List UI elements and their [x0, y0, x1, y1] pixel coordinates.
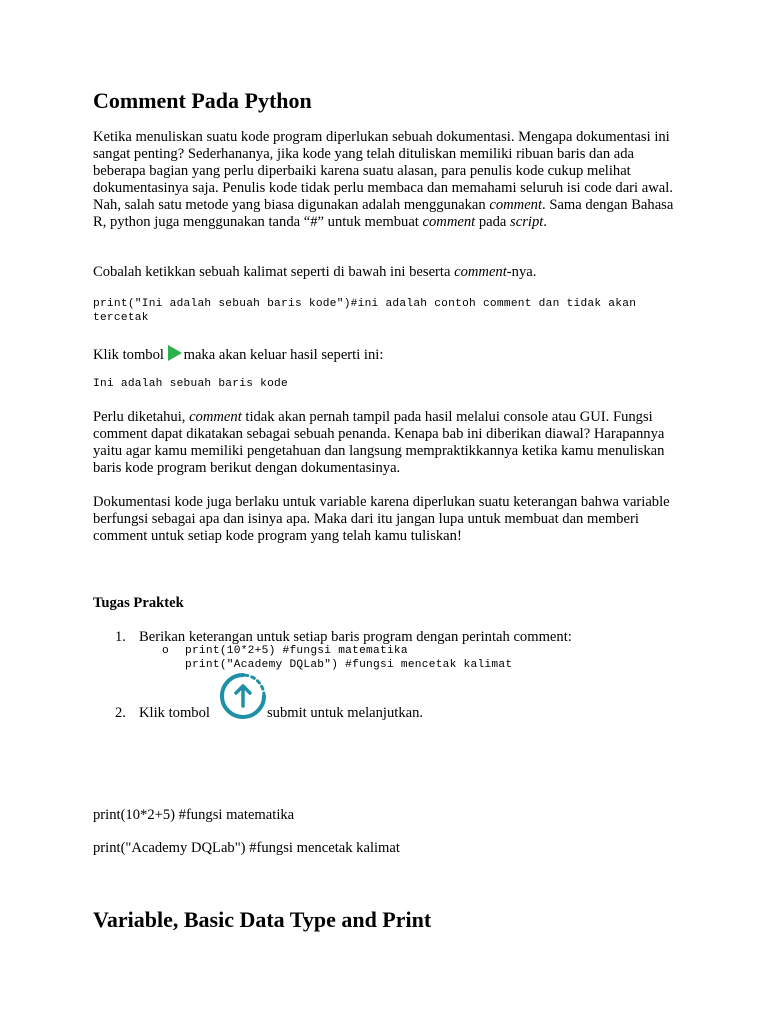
instruction-text: Cobalah ketikkan sebuah kalimat seperti di bawah ini beserta — [93, 264, 455, 280]
task-code-line-1: print(10*2+5) #fungsi matematika — [185, 645, 408, 657]
note-text-end: tidak akan pernah tampil pada hasil melalui console atau GUI. Fungsi comment dapat dikatakan sebagai sebuah penanda. Kenapa bab ini diberikan diawal? Harapannya yaitu agar kamu memiliki pengetahuan dan langsung mempraktikkannya ketika kamu menuliskan baris kode program berikut dengan dokumentasinya. — [93, 409, 665, 476]
answer-line-2: print("Academy DQLab") #fungsi mencetak kalimat — [93, 840, 400, 856]
note-em-comment: comment — [189, 409, 242, 425]
run-hint-paragraph — [93, 345, 678, 364]
heading-comment-pada-python: Comment Pada Python — [93, 88, 312, 113]
instruction-text-end: -nya. — [506, 264, 537, 280]
run-hint-text-end: maka akan keluar hasil seperti ini: — [183, 347, 384, 363]
variable-note-paragraph: Dokumentasi kode juga berlaku untuk variable karena diperlukan suatu keterangan bahwa variable berfungsi sebagai apa dan isinya apa. Maka dari itu jangan lupa untuk membuat dan memberi comment untuk setiap kode program yang telah kamu tuliskan! — [93, 494, 670, 544]
task-code-line-2: print("Academy DQLab") #fungsi mencetak kalimat — [185, 659, 513, 671]
task-item-2-text-after: submit untuk melanjutkan. — [267, 705, 424, 721]
task-item-2-text-before: Klik tombol — [139, 705, 210, 721]
intro-paragraph — [93, 129, 678, 231]
instruction-paragraph — [93, 264, 678, 281]
intro-text-1: Ketika menuliskan suatu kode program diperlukan sebuah dokumentasi. Mengapa dokumentasi ini sangat penting? Sederhananya, jika kode yang telah dituliskan memiliki ribuan baris dan ada beberapa bagian yang perlu diperbaiki karena suatu alasan, para penulis kode cukup melihat dokumentasinya saja. Penulis kode tidak perlu membaca dan memahami seluruh isi code dari awal. Nah, salah satu metode yang biasa digunakan adalah menggunakan — [93, 129, 673, 213]
play-icon[interactable] — [168, 345, 182, 361]
code-sample: print("Ini adalah sebuah baris kode")#ini adalah contoh comment dan tidak akan tercetak — [93, 298, 644, 324]
submit-icon[interactable] — [219, 672, 267, 720]
task-item-1-number: 1. — [115, 629, 126, 645]
task-title: Tugas Praktek — [93, 595, 184, 611]
intro-text-end: . — [543, 214, 547, 230]
intro-text-3: pada — [475, 214, 511, 230]
heading-variable-basic-data-type: Variable, Basic Data Type and Print — [93, 907, 432, 932]
intro-em-comment: comment — [489, 197, 543, 213]
intro-text-2: . Sama dengan Bahasa R, python juga menggunakan tanda “#” untuk membuat — [93, 197, 674, 230]
task-item-2-number: 2. — [115, 705, 126, 721]
task-item-1-text: Berikan keterangan untuk setiap baris program dengan perintah comment: — [139, 629, 572, 645]
answer-line-1: print(10*2+5) #fungsi matematika — [93, 807, 295, 823]
note-paragraph — [93, 409, 678, 477]
intro-em-script: script — [510, 214, 544, 230]
note-text: Perlu diketahui, — [93, 409, 190, 425]
intro-em-comment-2: comment — [422, 214, 476, 230]
task-item-1-bullet: o — [162, 645, 169, 657]
run-hint-text: Klik tombol — [93, 347, 168, 363]
output-sample: Ini adalah sebuah baris kode — [93, 378, 288, 390]
instruction-em: comment — [454, 264, 507, 280]
